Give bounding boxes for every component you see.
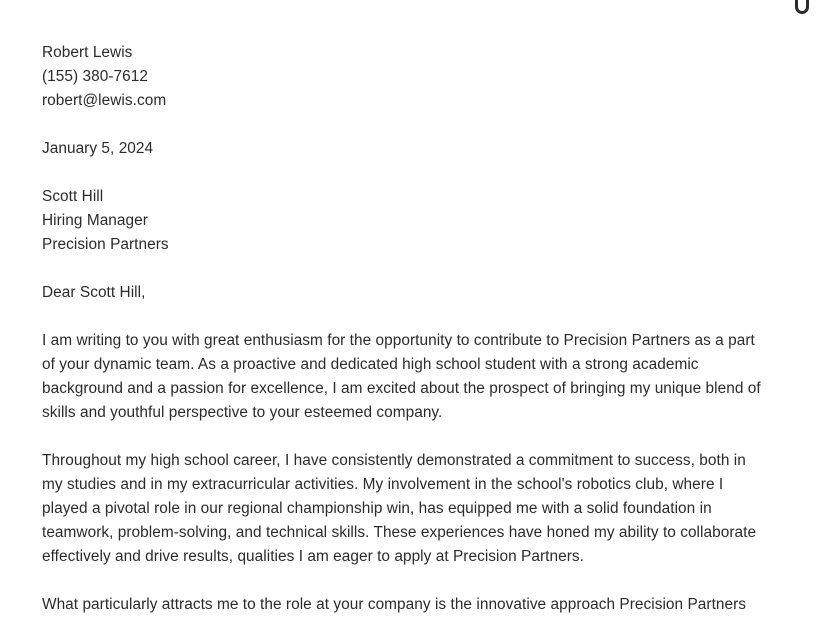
paragraph-line: background and a passion for excellence, I am excited about the prospect of bringing my unique blend of <box>42 380 761 397</box>
body-paragraph-2 <box>42 449 802 569</box>
spacer <box>42 113 802 137</box>
paragraph-line: played a pivotal role in our regional championship win, has equipped me with a solid foundation in <box>42 500 712 517</box>
cropped-glyph-icon <box>795 0 809 14</box>
paragraph-line: effectively and drive results, qualities I am eager to apply at Precision Partners. <box>42 548 584 565</box>
salutation: Dear Scott Hill, <box>42 284 146 301</box>
sender-block <box>42 41 802 113</box>
paragraph-line: my studies and in my extracurricular activities. My involvement in the school's robotics club, where I <box>42 476 724 493</box>
recipient-title: Hiring Manager <box>42 212 148 229</box>
letter-date: January 5, 2024 <box>42 140 154 157</box>
recipient-block <box>42 185 802 257</box>
paragraph-line: teamwork, problem-solving, and technical skills. These experiences have honed my ability to collaborate <box>42 524 757 541</box>
recipient-name: Scott Hill <box>42 188 104 205</box>
paragraph-line: I am writing to you with great enthusiasm for the opportunity to contribute to Precision Partners as a part <box>42 332 755 349</box>
sender-phone: (155) 380-7612 <box>42 68 148 85</box>
paragraph-line: of your dynamic team. As a proactive and dedicated high school student with a strong academic <box>42 356 699 373</box>
body-paragraph-3 <box>42 593 802 617</box>
spacer <box>42 425 802 449</box>
paragraph-line: skills and youthful perspective to your esteemed company. <box>42 404 443 421</box>
paragraph-line: Throughout my high school career, I have consistently demonstrated a commitment to success, both in <box>42 452 746 469</box>
spacer <box>42 305 802 329</box>
spacer <box>42 161 802 185</box>
sender-email: robert@lewis.com <box>42 92 167 109</box>
body-paragraph-1 <box>42 329 802 425</box>
spacer <box>42 257 802 281</box>
cover-letter <box>42 41 802 617</box>
recipient-company: Precision Partners <box>42 236 169 253</box>
spacer <box>42 569 802 593</box>
sender-name: Robert Lewis <box>42 44 133 61</box>
paragraph-line: What particularly attracts me to the role at your company is the innovative approach Precision Partners <box>42 596 747 613</box>
